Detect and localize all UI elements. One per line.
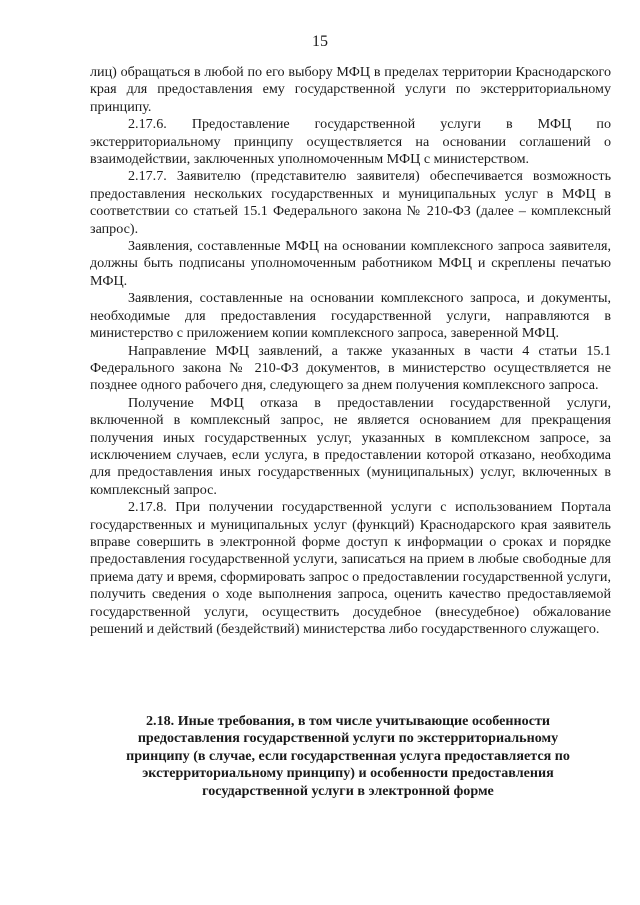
paragraph-signature-requirement: Заявления, составленные МФЦ на основании комплексного запроса заявителя, должны быть подписаны уполномоченным работником МФЦ и скреплены печатью МФЦ. [90,238,611,289]
paragraph-2-17-6: 2.17.6. Предоставление государственной услуги в МФЦ по экстерриториальному принципу осуществляется на основании соглашений о взаимодействии, заключенных уполномоченным МФЦ с министерством. [90,116,611,168]
section-heading-2-18 [108,713,588,800]
paragraph-refusal: Получение МФЦ отказа в предоставлении государственной услуги, включенной в комплексный запрос, не является основанием для прекращения получения иных государственных услуг, указанных в комплексном запросе, за исключением случаев, если услуга, в предоставлении которой отказано, необходима для предоставления иных государственных (муниципальных) услуг, включенных в комплексный запрос. [90,394,611,498]
page-number: 15 [312,33,328,50]
heading-line: экстерриториальному принципу) и особенности предоставления [142,765,554,782]
heading-line: государственной услуги в электронной форме [202,782,494,799]
paragraph-2-17-7: 2.17.7. Заявителю (представителю заявителя) обеспечивается возможность предоставления нескольких государственных и муниципальных услуг в МФЦ в соответствии со статьей 15.1 Федерального закона № 210-ФЗ (далее – комплексный запрос). [90,168,611,237]
heading-line: 2.18. Иные требования, в том числе учитывающие особенности [146,713,550,729]
paragraph-deadline: Направление МФЦ заявлений, а также указанных в части 4 статьи 15.1 Федерального закона № 210-ФЗ документов, в министерство осуществляется не позднее одного рабочего дня, следующего за днем получения комплексного запроса. [90,342,611,394]
heading-line: принципу (в случае, если государственная услуга предоставляется по [126,747,570,764]
heading-line: предоставления государственной услуги по экстерриториальному [137,730,559,747]
paragraph-documents-forwarding: Заявления, составленные на основании комплексного запроса, и документы, необходимые для предоставления государственной услуги, направляются в министерство с приложением копии комплексного запроса, заверенной МФЦ. [90,290,611,342]
paragraph-2-17-8: 2.17.8. При получении государственной услуги с использованием Портала государственных и муниципальных услуг (функций) Краснодарского края заявитель вправе совершить в электронной форме доступ к информации о сроках и порядке предоставления государственной услуги, записаться на прием в любые свободные для приема дату и время, сформировать запрос о предоставлении государственной услуги, получить сведения о ходе выполнения запроса, оценить качество предоставляемой государственной услуги, осуществить досудебное (внесудебное) обжалование решений и действий (бездействий) министерства либо государственного служащего. [90,499,611,637]
body-text [90,64,611,638]
paragraph-continuation: лиц) обращаться в любой по его выбору МФЦ в пределах территории Краснодарского края для предоставления ему государственной услуги по экстерриториальному принципу. [90,64,611,115]
